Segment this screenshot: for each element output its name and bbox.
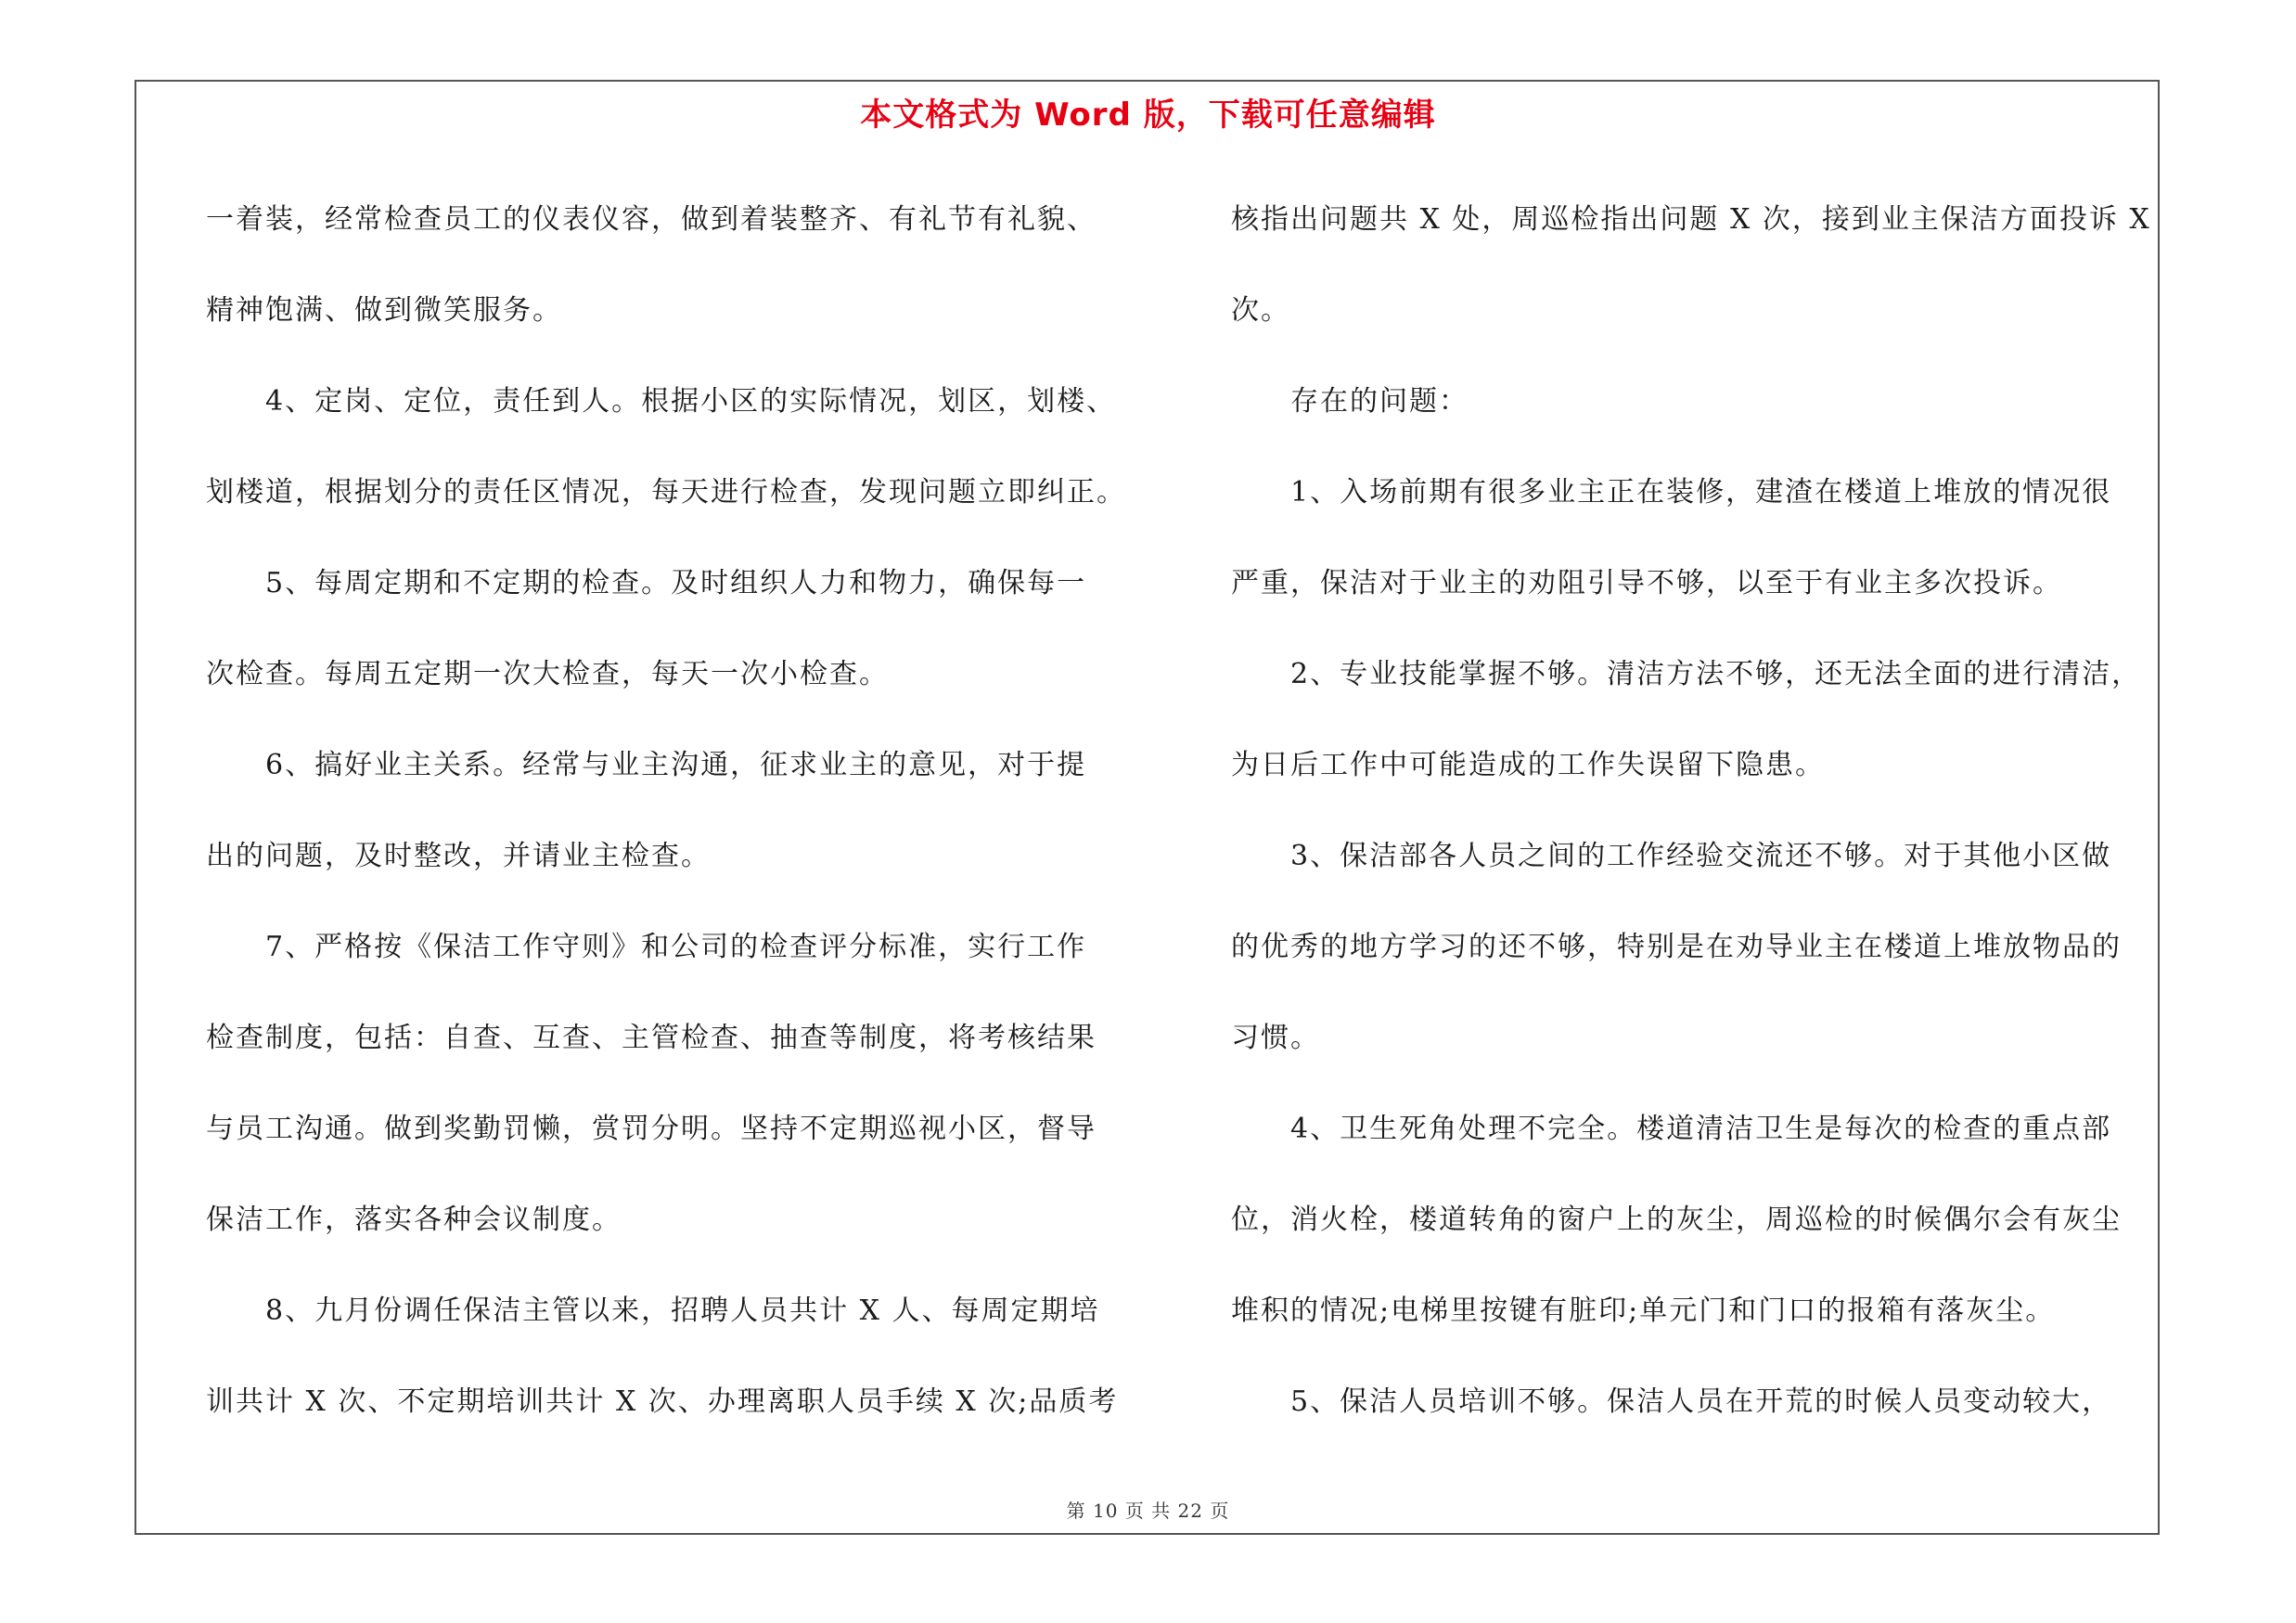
text-line: 5、每周定期和不定期的检查。及时组织人力和物力，确保每一 xyxy=(206,567,1087,599)
text-line: 次检查。每周五定期一次大检查，每天一次小检查。 xyxy=(206,658,889,690)
text-line: 6、搞好业主关系。经常与业主沟通，征求业主的意见，对于提 xyxy=(206,749,1087,781)
text-line: 4、定岗、定位，责任到人。根据小区的实际情况，划区，划楼、 xyxy=(206,385,1117,418)
text-line: 的优秀的地方学习的还不够，特别是在劝导业主在楼道上堆放物品的 xyxy=(1231,931,2122,963)
text-line: 出的问题，及时整改，并请业主检查。 xyxy=(206,840,711,872)
text-line: 8、九月份调任保洁主管以来，招聘人员共计 X 人、每周定期培 xyxy=(206,1295,1100,1327)
text-line: 保洁工作，落实各种会议制度。 xyxy=(206,1204,622,1236)
text-line: 核指出问题共 X 处，周巡检指出问题 X 次，接到业主保洁方面投诉 X xyxy=(1231,203,2151,236)
text-line: 检查制度，包括：自查、互查、主管检查、抽查等制度，将考核结果 xyxy=(206,1022,1097,1054)
left-column xyxy=(206,174,1148,1448)
text-line: 7、严格按《保洁工作守则》和公司的检查评分标准，实行工作 xyxy=(206,931,1087,963)
text-line: 2、专业技能掌握不够。清洁方法不够，还无法全面的进行清洁， xyxy=(1231,658,2142,690)
text-line: 4、卫生死角处理不完全。楼道清洁卫生是每次的检查的重点部 xyxy=(1231,1113,2112,1145)
right-column xyxy=(1231,174,2173,1448)
text-line: 一着装，经常检查员工的仪表仪容，做到着装整齐、有礼节有礼貌、 xyxy=(206,203,1097,236)
text-line: 存在的问题： xyxy=(1231,385,1469,418)
text-line: 精神饱满、做到微笑服务。 xyxy=(206,294,562,327)
text-line: 3、保洁部各人员之间的工作经验交流还不够。对于其他小区做 xyxy=(1231,840,2112,872)
page-number: 第 10 页 共 22 页 xyxy=(1066,1500,1230,1522)
text-line: 为日后工作中可能造成的工作失误留下隐患。 xyxy=(1231,749,1825,781)
text-line: 5、保洁人员培训不够。保洁人员在开荒的时候人员变动较大， xyxy=(1231,1385,2112,1418)
text-line: 1、入场前期有很多业主正在装修，建渣在楼道上堆放的情况很 xyxy=(1231,476,2112,509)
text-line: 堆积的情况;电梯里按键有脏印;单元门和门口的报箱有落灰尘。 xyxy=(1231,1295,2056,1327)
text-line: 次。 xyxy=(1231,294,1290,327)
text-line: 与员工沟通。做到奖勤罚懒，赏罚分明。坚持不定期巡视小区，督导 xyxy=(206,1113,1097,1145)
text-line: 训共计 X 次、不定期培训共计 X 次、办理离职人员手续 X 次;品质考 xyxy=(206,1385,1119,1418)
header-banner: 本文格式为 Word 版，下载可任意编辑 xyxy=(860,97,1436,134)
text-line: 位，消火栓，楼道转角的窗户上的灰尘，周巡检的时候偶尔会有灰尘 xyxy=(1231,1204,2122,1236)
text-line: 严重，保洁对于业主的劝阻引导不够，以至于有业主多次投诉。 xyxy=(1231,567,2062,599)
text-line: 划楼道，根据划分的责任区情况，每天进行检查，发现问题立即纠正。 xyxy=(206,476,1126,509)
text-line: 习惯。 xyxy=(1231,1022,1320,1054)
